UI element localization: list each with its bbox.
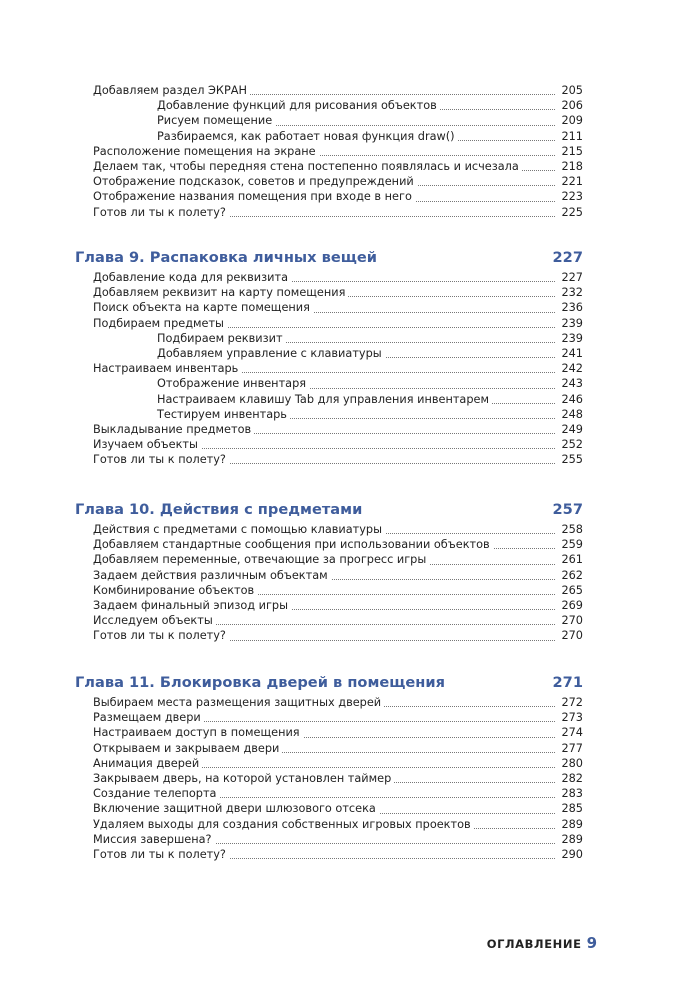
toc-entry <box>93 741 583 756</box>
chapter-title: Глава 10. Действия с предметами <box>75 501 363 518</box>
entry-title: Открываем и закрываем двери <box>93 741 282 756</box>
chapter-page-number: 271 <box>552 674 583 691</box>
entry-title: Включение защитной двери шлюзового отсека <box>93 801 379 816</box>
entry-page-number: 236 <box>561 301 583 315</box>
entry-page-number: 285 <box>561 802 583 816</box>
toc-entry <box>93 205 583 220</box>
chapter-heading <box>75 246 583 270</box>
toc-entry <box>93 174 583 189</box>
entry-title: Исследуем объекты <box>93 613 216 628</box>
entry-page-number: 269 <box>561 598 583 612</box>
toc-subentry <box>157 113 583 128</box>
entry-page-number: 232 <box>561 286 583 300</box>
toc-entry <box>93 583 583 598</box>
entry-page-number: 274 <box>561 726 583 740</box>
entry-page-number: 205 <box>561 84 583 97</box>
entry-title: Закрываем дверь, на которой установлен таймер <box>93 771 394 786</box>
entry-page-number: 272 <box>561 696 583 709</box>
toc-subentry <box>157 331 583 346</box>
entry-page-number: 243 <box>561 377 583 391</box>
entry-title: Добавляем управление с клавиатуры <box>157 346 385 361</box>
footer-page-number: 9 <box>586 934 597 952</box>
entry-title: Добавление функций для рисования объектов <box>157 98 440 113</box>
toc-entry <box>93 159 583 174</box>
entry-title: Готов ли ты к полету? <box>93 452 229 467</box>
toc-entry <box>93 628 583 643</box>
toc-subentry <box>157 129 583 144</box>
entry-page-number: 277 <box>561 741 583 755</box>
entry-page-number: 265 <box>561 583 583 597</box>
entry-title: Добавляем реквизит на карту помещения <box>93 285 348 300</box>
entry-title: Размещаем двери <box>93 710 204 725</box>
entry-page-number: 261 <box>561 553 583 567</box>
entry-title: Миссия завершена? <box>93 832 215 847</box>
entry-page-number: 273 <box>561 711 583 725</box>
entry-page-number: 239 <box>561 331 583 345</box>
entry-page-number: 282 <box>561 771 583 785</box>
toc-entry <box>93 285 583 300</box>
toc-entry <box>93 847 583 862</box>
entry-page-number: 242 <box>561 362 583 376</box>
entry-title: Изучаем объекты <box>93 437 201 452</box>
toc-entry <box>93 771 583 786</box>
entry-title: Добавляем переменные, отвечающие за прогресс игры <box>93 552 429 567</box>
entry-title: Выкладывание предметов <box>93 422 254 437</box>
entry-title: Подбираем предметы <box>93 316 227 331</box>
entry-title: Задаем действия различным объектам <box>93 568 331 583</box>
toc-entry <box>93 552 583 567</box>
entry-page-number: 215 <box>561 144 583 158</box>
entry-page-number: 248 <box>561 407 583 421</box>
entry-title: Рисуем помещение <box>157 113 275 128</box>
toc-entry <box>93 452 583 467</box>
entry-title: Удаляем выходы для создания собственных игровых проектов <box>93 817 474 832</box>
chapter-page-number: 227 <box>552 249 583 266</box>
entry-page-number: 255 <box>561 453 583 467</box>
entry-page-number: 221 <box>561 175 583 189</box>
chapter-10-section <box>0 498 682 644</box>
entry-title: Расположение помещения на экране <box>93 144 319 159</box>
entry-page-number: 218 <box>561 159 583 173</box>
toc-subentry <box>157 346 583 361</box>
toc-entry <box>93 300 583 315</box>
entry-page-number: 239 <box>561 316 583 330</box>
entry-page-number: 290 <box>561 847 583 861</box>
entry-page-number: 289 <box>561 817 583 831</box>
toc-entry <box>93 710 583 725</box>
entry-page-number: 262 <box>561 568 583 582</box>
entry-page-number: 211 <box>561 129 583 143</box>
toc-subentry <box>157 407 583 422</box>
chapter-title: Глава 11. Блокировка дверей в помещения <box>75 674 445 691</box>
toc-entry <box>93 598 583 613</box>
entry-title: Выбираем места размещения защитных дверей <box>93 695 384 710</box>
entry-page-number: 246 <box>561 392 583 406</box>
entry-title: Действия с предметами с помощью клавиатуры <box>93 522 385 537</box>
entry-page-number: 206 <box>561 99 583 113</box>
entry-page-number: 223 <box>561 190 583 204</box>
chapter-page-number: 257 <box>552 501 583 518</box>
entry-title: Отображение названия помещения при входе в него <box>93 189 415 204</box>
entry-title: Тестируем инвентарь <box>157 407 290 422</box>
entry-title: Готов ли ты к полету? <box>93 847 229 862</box>
toc-entry <box>93 613 583 628</box>
toc-entry <box>93 361 583 376</box>
entry-page-number: 227 <box>561 271 583 284</box>
chapter-heading <box>75 498 583 522</box>
intro-entries <box>0 83 682 220</box>
entry-page-number: 209 <box>561 114 583 128</box>
entry-title: Настраиваем клавишу Tab для управления инвентарем <box>157 392 492 407</box>
toc-subentry <box>157 376 583 391</box>
entry-title: Задаем финальный эпизод игры <box>93 598 291 613</box>
toc-subentry <box>157 98 583 113</box>
entry-title: Добавляем стандартные сообщения при использовании объектов <box>93 537 493 552</box>
entry-title: Отображение подсказок, советов и предупреждений <box>93 174 417 189</box>
entry-page-number: 252 <box>561 438 583 452</box>
toc-entry <box>93 756 583 771</box>
entry-title: Настраиваем инвентарь <box>93 361 241 376</box>
chapter-heading <box>75 671 583 695</box>
entry-page-number: 283 <box>561 787 583 801</box>
entry-title: Поиск объекта на карте помещения <box>93 300 313 315</box>
toc-entry <box>93 817 583 832</box>
toc-entry <box>93 437 583 452</box>
entry-title: Разбираемся, как работает новая функция draw() <box>157 129 458 144</box>
entry-title: Комбинирование объектов <box>93 583 257 598</box>
toc-entry <box>93 422 583 437</box>
entry-page-number: 259 <box>561 538 583 552</box>
chapter-11-section <box>0 671 682 862</box>
entry-page-number: 289 <box>561 832 583 846</box>
entry-page-number: 249 <box>561 422 583 436</box>
entry-title: Добавление кода для реквизита <box>93 270 291 285</box>
toc-entry <box>93 725 583 740</box>
entry-title: Делаем так, чтобы передняя стена постепенно появлялась и исчезала <box>93 159 522 174</box>
entry-title: Подбираем реквизит <box>157 331 286 346</box>
toc-subentry <box>157 392 583 407</box>
toc-entry <box>93 83 583 98</box>
entry-title: Настраиваем доступ в помещения <box>93 725 303 740</box>
toc-entry <box>93 786 583 801</box>
entry-title: Отображение инвентаря <box>157 376 309 391</box>
footer-section-label: ОГЛАВЛЕНИЕ <box>486 937 582 951</box>
toc-entry <box>93 316 583 331</box>
toc-entry <box>93 522 583 537</box>
entry-page-number: 270 <box>561 614 583 628</box>
entry-page-number: 225 <box>561 205 583 219</box>
entry-page-number: 270 <box>561 629 583 643</box>
chapter-title: Глава 9. Распаковка личных вещей <box>75 249 378 266</box>
toc-entry <box>93 801 583 816</box>
toc-entry <box>93 189 583 204</box>
chapter-9-section <box>0 246 682 467</box>
toc-entry <box>93 568 583 583</box>
toc-entry <box>93 832 583 847</box>
toc-entry <box>93 695 583 710</box>
entry-page-number: 258 <box>561 523 583 536</box>
page-footer <box>400 933 597 953</box>
toc-entry <box>93 144 583 159</box>
entry-title: Анимация дверей <box>93 756 202 771</box>
entry-title: Создание телепорта <box>93 786 219 801</box>
entry-title: Готов ли ты к полету? <box>93 628 229 643</box>
entry-title: Готов ли ты к полету? <box>93 205 229 220</box>
toc-entry <box>93 537 583 552</box>
entry-page-number: 280 <box>561 756 583 770</box>
toc-entry <box>93 270 583 285</box>
entry-page-number: 241 <box>561 346 583 360</box>
entry-title: Добавляем раздел ЭКРАН <box>93 83 250 98</box>
